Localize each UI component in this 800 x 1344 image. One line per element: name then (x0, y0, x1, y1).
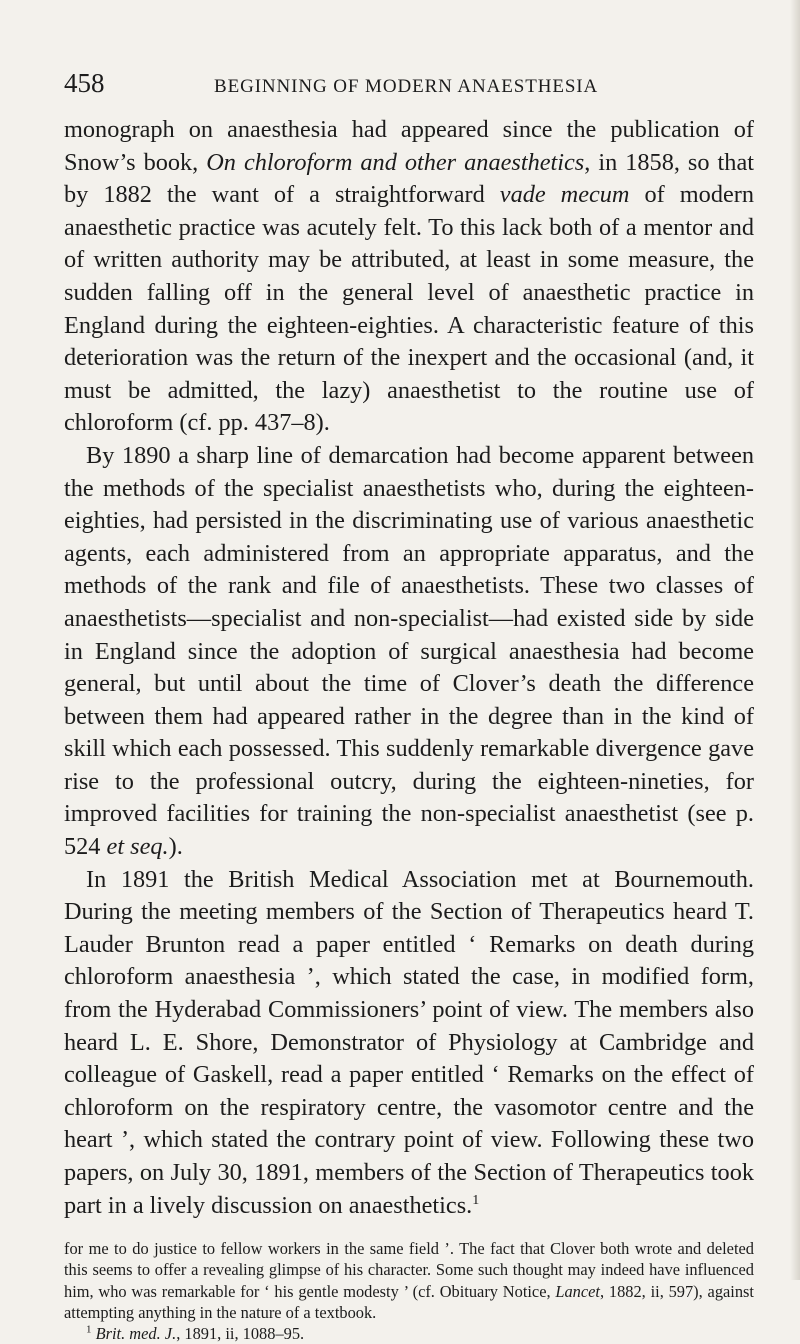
lancet-italic: Lancet (555, 1281, 600, 1301)
footnote-1-marker: 1 (86, 1323, 92, 1336)
body-text (64, 114, 754, 1222)
footnote-continued (64, 1238, 754, 1323)
page-header (64, 68, 754, 108)
book-title-italic: On chloroform and other anaesthetics (206, 148, 585, 176)
footnote-1 (64, 1323, 754, 1344)
footnotes (64, 1238, 754, 1344)
et-seq-italic: et seq. (106, 833, 169, 861)
footnote-1-citation: , 1891, ii, 1088–95. (176, 1324, 305, 1343)
page-edge-shadow (790, 0, 800, 1280)
paragraph-3 (64, 864, 754, 1223)
paragraph-1 (64, 114, 754, 440)
footnote-marker: 1 (472, 1192, 480, 1208)
book-page (64, 68, 754, 1344)
footnote-continued-text-a: for me to do justice to fellow workers in the same field ’. The fact that Clover both wrote and deleted this seems to offer a revealing glimpse of his character. Some such thought may indeed have influenced him, who was remarkable for ‘ his gentle modesty ’ (cf. Obituary Notice, (64, 1239, 754, 1301)
journal-italic: Brit. med. J. (95, 1324, 177, 1343)
running-head: BEGINNING OF MODERN ANAESTHESIA (214, 76, 599, 97)
paragraph-2 (64, 440, 754, 864)
paragraph-3-text-a: In 1891 the British Medical Association met at Bournemouth. During the meeting members of the Section of Therapeutics heard T. Lauder Brunton read a paper entitled ‘ Remarks on death during chloroform anaesthesia ’, which stated the case, in modified form, from the Hyderabad Commissioners’ point of view. The members also heard L. E. Shore, Demonstrator of Physiology at Cambridge and colleague of Gaskell, read a paper entitled ‘ Remarks on the effect of chloroform on the respiratory centre, the vasomotor centre and the heart ’, which stated the contrary point of view. Following these two papers, on July 30, 1891, members of the Section of Therapeutics took part in a lively discussion on anaesthetics. (64, 865, 754, 1219)
paragraph-2-text-c: ). (168, 833, 183, 861)
paragraph-1-text-c: , in 1858, so that by 1882 the want of a straightforward (64, 148, 754, 209)
paragraph-1-text-a: monograph on anaesthesia had appeared since the publication of Snow’s book, (64, 116, 754, 176)
vade-mecum-italic: vade mecum (499, 181, 630, 209)
paragraph-2-text-a: By 1890 a sharp line of demarcation had become apparent between the methods of the specialist anaesthetists who, during the eighteen-eighties, had persisted in the discriminating use of various anaesthetic agents, each administered from an appropriate apparatus, and the methods of the rank and file of anaesthetists. These two classes of anaesthetists—specialist and non-specialist—had existed side by side in England since the adoption of surgical anaesthesia had become general, but until about the time of Clover’s death the difference between them had appeared rather in the degree than in the kind of skill which each possessed. This suddenly remarkable divergence gave rise to the professional outcry, during the eighteen-nineties, for improved facilities for training the non-specialist anaesthetist (see p. 524 (64, 441, 754, 861)
footnote-continued-text-c: , 1882, ii, 597), against attempting anything in the nature of a textbook. (64, 1281, 754, 1322)
paragraph-1-text-e: of modern anaesthetic practice was acutely felt. To this lack both of a mentor and of written authority may be attributed, at least in some measure, the sudden falling off in the general level of anaesthetic practice in England during the eighteen-eighties. A characteristic feature of this deterioration was the return of the inexpert and the occasional (and, it must be admitted, the lazy) anaesthetist to the routine use of chloroform (cf. pp. 437–8). (64, 181, 754, 437)
page-number: 458 (64, 68, 105, 98)
